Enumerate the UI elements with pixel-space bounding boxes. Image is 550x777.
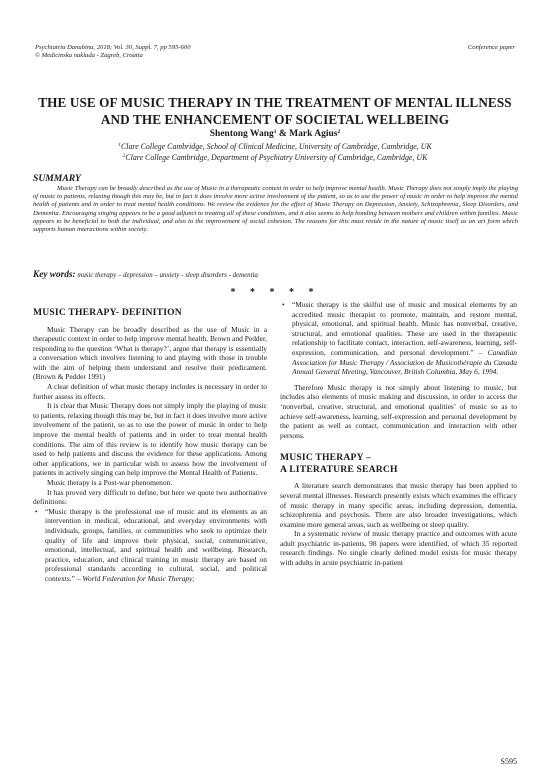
journal-line: Psychiatria Danubina, 2018; Vol. 30, Suppl. 7, pp 595-600 — [35, 44, 191, 51]
paragraph: Music Therapy can be broadly described as the use of Music in a therapeutic context in order to help improve mental health. Brown and Pedder, responding to the question ‘What is therapy?’, argue that therapy is essentially a conversation which involves listening to and playing with those in trouble with the aim of helping them understand and resolve their predicament. (Brown & Pedder 1991) — [33, 324, 267, 382]
paper-title: THE USE OF MUSIC THERAPY IN THE TREATMENT OF MENTAL ILLNESS AND THE ENHANCEMENT OF SOCIETAL WELLBEING — [38, 95, 512, 127]
keywords-text: music therapy – depression – anxiety - sleep disorders - dementia — [77, 272, 258, 279]
author-1: Shentong Wang — [209, 129, 274, 139]
affiliation-2-number: 2 — [122, 153, 126, 159]
running-header — [35, 44, 515, 60]
keywords-label: Key words: — [33, 270, 76, 280]
affiliation-1 — [0, 142, 550, 152]
keywords — [33, 270, 518, 280]
definition-bullet-1 — [33, 507, 267, 584]
author-2-affil: 2 — [337, 129, 341, 135]
quote-text: “Music therapy is the skilful use of music and musical elements by an accredited music therapist to promote, maintain, and restore mental, physical, emotional, and spiritual health. Music has nonverbal, creative, structural, and emotional qualities. These are used in the therapeutic relationship to facilitate contact, interaction, self-awareness, learning, self-expression, communication, and personal development.” — [292, 300, 517, 357]
spacer — [280, 440, 517, 452]
affiliation-2-text: Clare College Cambridge, Department of Psychiatry University of Cambridge, Cambridge, UK — [125, 153, 428, 162]
paper-type: Conference paper — [467, 44, 515, 51]
section-heading-literature — [280, 452, 517, 475]
heading-line-1: MUSIC THERAPY – — [280, 452, 371, 464]
affiliation-1-number: 1 — [118, 142, 122, 148]
author-1-affil: 1 — [273, 129, 277, 135]
right-column — [280, 300, 517, 568]
left-column — [33, 307, 267, 584]
affiliation-1-text: Clare College Cambridge, School of Clinical Medicine, University of Cambridge, Cambridge, UK — [121, 142, 432, 151]
paragraph: It is clear that Music Therapy does not simply imply the playing of music to patients, relaxing though this may be, but in fact it does involve more active involvement of the patient, so as to use the power of music in order to help improve the mental health of patients and in order to treat mental health conditions. The aim of this review is to identify how music therapy can be used to help patients and discuss the evidence for these applications. Among other applications, we in particular wish to assess how the involvement of patients in actively singing can help improve the Mental Health of Patients. — [33, 401, 267, 478]
summary-heading: SUMMARY — [33, 173, 81, 184]
affiliation-2 — [0, 153, 550, 163]
author-line — [0, 129, 550, 139]
paragraph: Therefore Music therapy is not simply about listening to music, but includes also elements of music making and discussion, in order to access the ‘nonverbal, creative, structural, and emotional qualities’ of music so as to achieve self-awareness, learning, self-expression and personal development by the patient as well as contact, communication and interaction with other persons. — [280, 382, 517, 440]
author-2: Mark Agius — [289, 129, 338, 139]
summary-text: Music Therapy can be broadly described as the use of Music in a therapeutic context in order to help improve mental health. Music Therapy does not simply imply the playing of music to patients, relaxing though this may be, but in fact it does involve more active involvement of the patient, so as to use the power of music in order to help improve the mental health of patients and in order to treat mental health conditions. We review the evidence for the effect of Music Therapy on Depression, Anxiety, Schizophrenia, Sleep Disorders, and Dementia. Encouraging singing appears to be a good adjunct to treating all of these conditions, and it also seems to help bonding between mothers and children within families. Music appears to be beneficial to both the individual, and also to the improvement of social cohesion. The reasons for this must reside in the nature of music itself as an art form which supports human interactions within society. — [33, 185, 518, 234]
quote-source: – Canadian Association for Music Therapy / Association de Musicothérapie du Canada Annual General Meeting, Vancouver, British Columbia, May 6, 1994. — [292, 347, 518, 377]
paragraph: It has proved very difficult to define, but here we quote two authoritative definitions: — [33, 487, 267, 507]
paragraph: In a systematic review of music therapy practice and outcomes with acute adult psychiatric in-patients, 98 papers were identified, of which 35 reported research findings. No single clearly defined model exists for music therapy with adults in acute psychiatric in-patient — [280, 529, 517, 568]
heading-line-2: A LITERATURE SEARCH — [280, 463, 398, 475]
author-separator: & — [276, 129, 290, 139]
paragraph: A literature search demonstrates that music therapy has been applied to several mental illnesses. Research presently exists which examines the efficacy of music therapy in many specific areas, including depression, dementia, schizophrenia and psychosis. There are also broader investigations, which examine more general areas, such as wellbeing or sleep quality. — [280, 481, 517, 529]
definition-bullet-2 — [280, 300, 517, 377]
copyright-line: © Medicinska naklada - Zagreb, Croatia — [35, 52, 143, 60]
section-heading-definition: MUSIC THERAPY- DEFINITION — [33, 307, 182, 318]
paragraph: A clear definition of what music therapy includes is necessary in order to further assess its effects. — [33, 382, 267, 401]
quote-text: “Music therapy is the professional use of music and its elements as an intervention in medical, educational, and everyday environments with individuals, groups, families, or communities who seek to optimize their quality of life and improve their physical, social, communicative, emotional, intellectual, and spiritual health and wellbeing. Research, practice, education, and clinical training in music therapy are based on professional standards according to cultural, social, and political contexts.” — [45, 506, 267, 583]
paragraph: Music therapy is a Post-war phenomenon. — [47, 478, 173, 487]
section-separator: * * * * * — [230, 287, 320, 298]
quote-source: – World Federation for Music Therapy; — [74, 573, 195, 583]
page-number: S595 — [500, 757, 517, 766]
